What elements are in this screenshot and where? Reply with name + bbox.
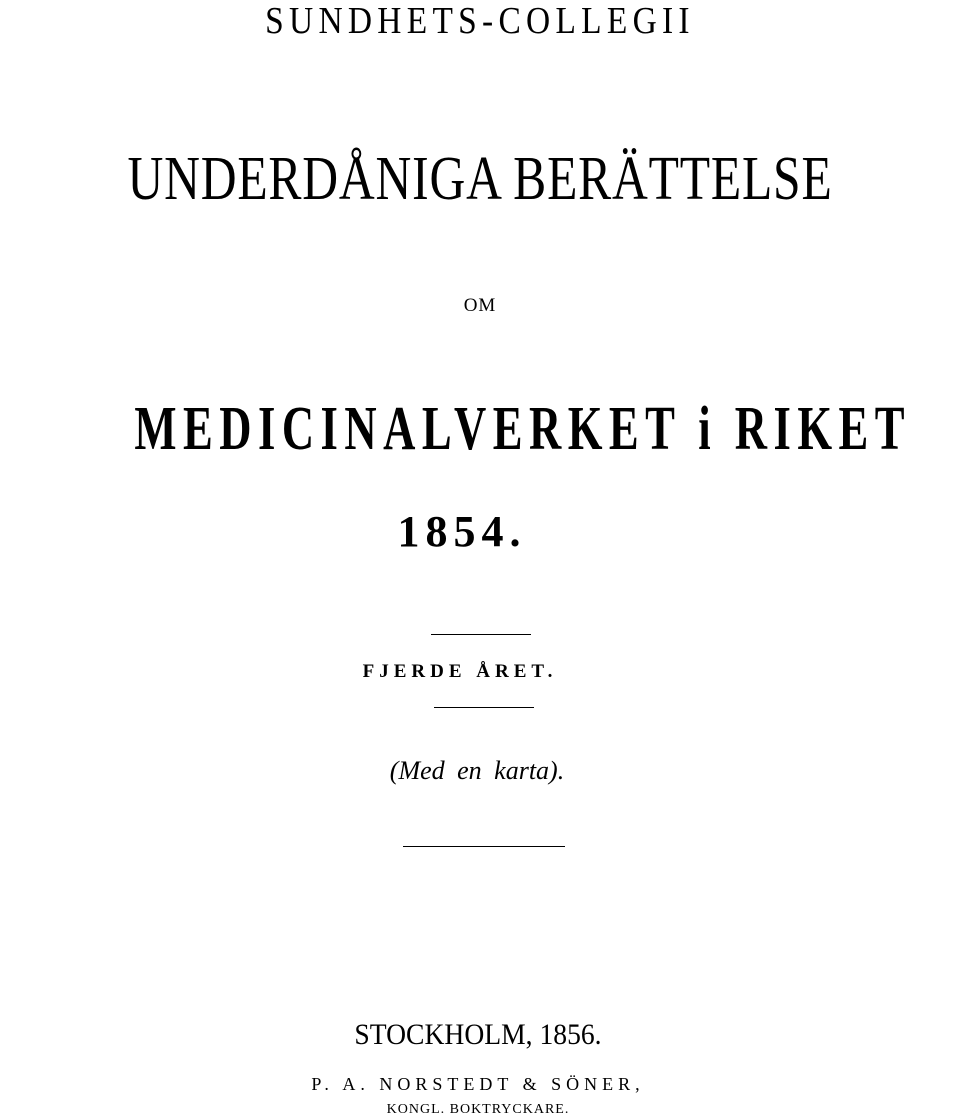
divider-rule xyxy=(434,707,534,708)
imprint-printer-title: KONGL. BOKTRYCKARE. xyxy=(386,1102,570,1117)
institution-heading: SUNDHETS-COLLEGII xyxy=(265,0,695,42)
map-note: (Med en karta). xyxy=(389,756,565,785)
volume-label: FJERDE ÅRET. xyxy=(362,661,558,682)
connector-word: OM xyxy=(463,295,497,316)
divider-rule xyxy=(403,846,565,847)
divider-rule xyxy=(431,634,531,635)
main-title: UNDERDÅNIGA BERÄTTELSE xyxy=(127,145,833,213)
imprint-place-date: STOCKHOLM, 1856. xyxy=(354,1018,602,1051)
imprint-printer: P. A. NORSTEDT & SÖNER, xyxy=(311,1074,645,1094)
subject-title: MEDICINALVERKET i RIKET xyxy=(134,395,912,463)
year: 1854. xyxy=(397,507,527,556)
